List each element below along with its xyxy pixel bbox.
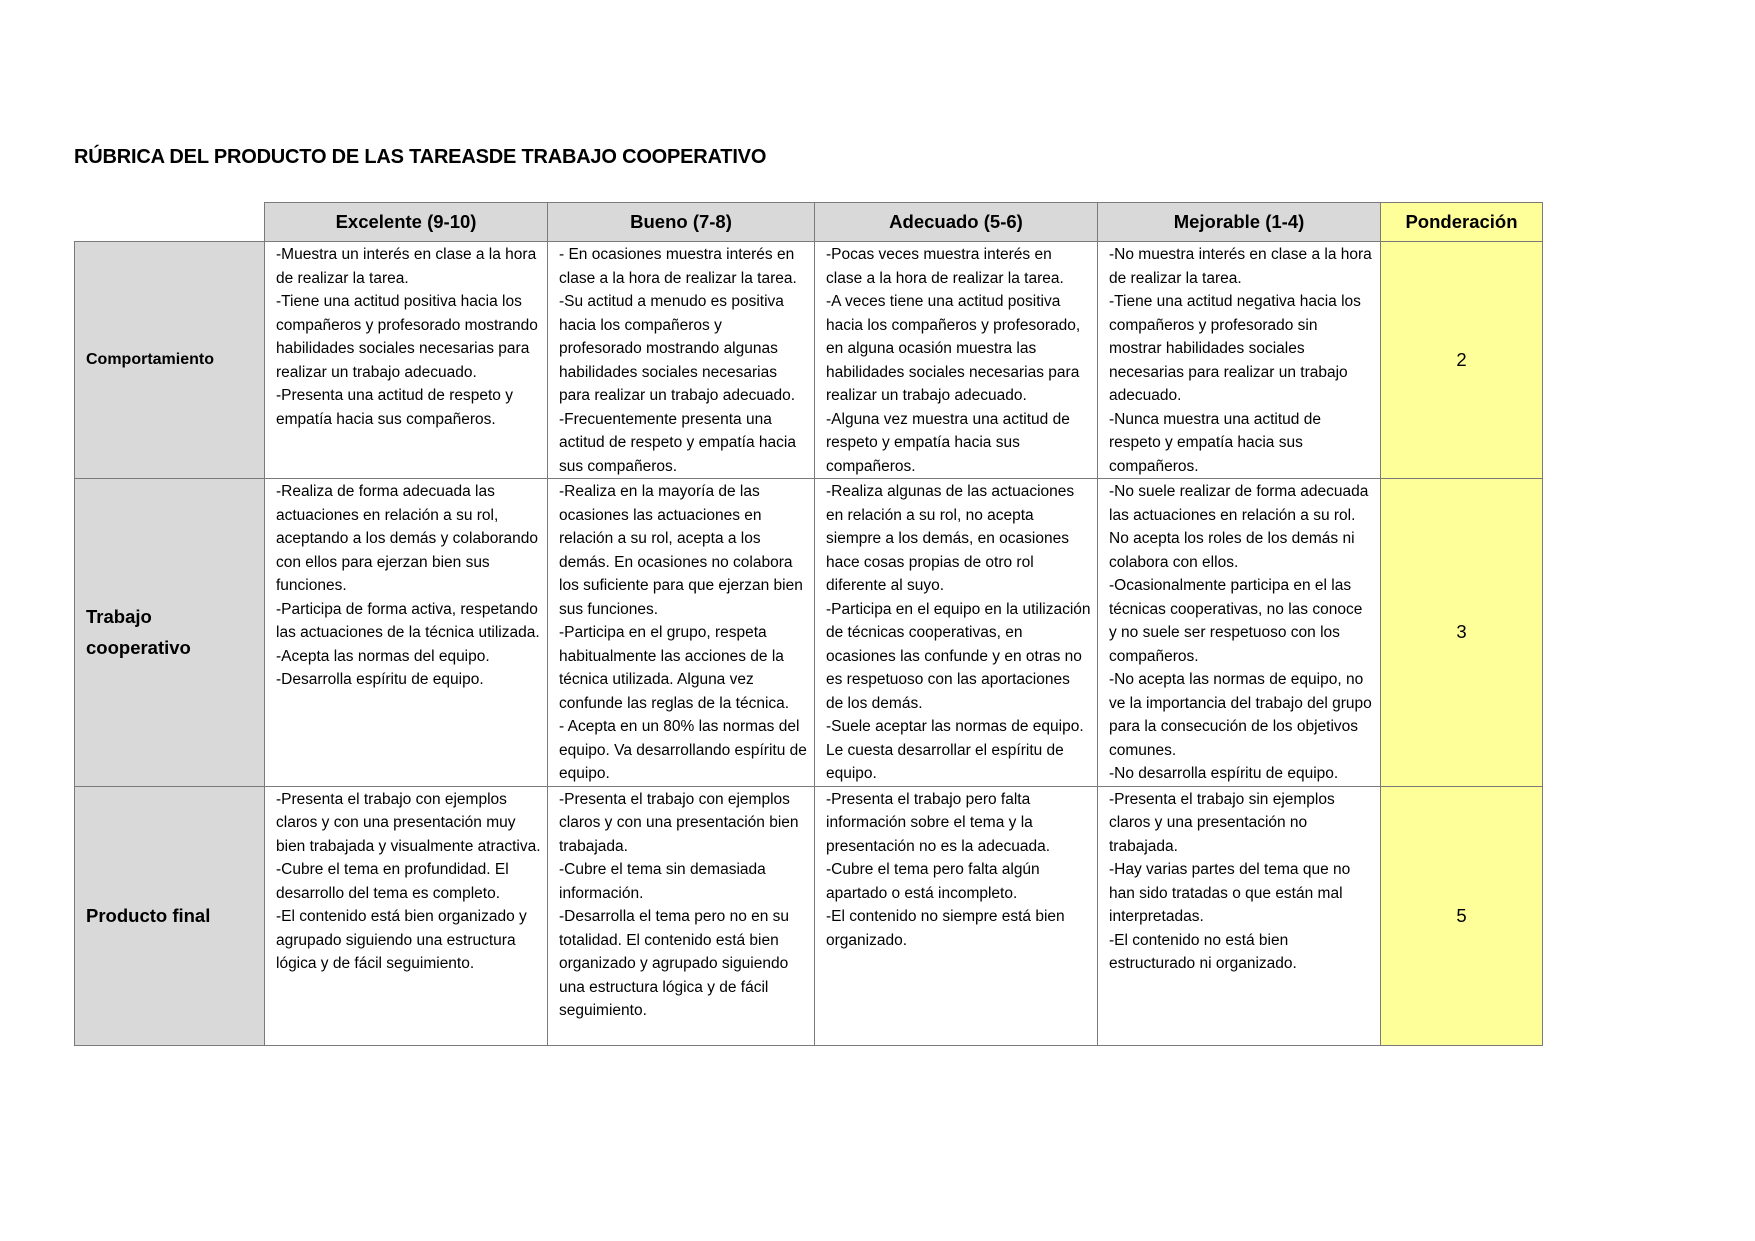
cell-comportamiento-excelente: -Muestra un interés en clase a la hora de realizar la tarea. -Tiene una actitud positiva hacia los compañeros y profesorado mostrando habilidades sociales necesarias para realizar un trabajo adecuado. -Presenta una actitud de respeto y empatía hacia sus compañeros. — [265, 242, 548, 479]
cell-producto-adecuado: -Presenta el trabajo pero falta información sobre el tema y la presentación no es la adecuada. -Cubre el tema pero falta algún apartado o está incompleto. -El contenido no siempre está bien organizado. — [815, 786, 1098, 1045]
header-bueno: Bueno (7-8) — [548, 203, 815, 242]
header-ponderacion: Ponderación — [1381, 203, 1543, 242]
row-trabajo-cooperativo — [75, 479, 1543, 787]
row-comportamiento — [75, 242, 1543, 479]
header-row — [75, 203, 1543, 242]
row-label-trabajo-cooperativo: Trabajo cooperativo — [75, 479, 265, 787]
row-label-producto-final: Producto final — [75, 786, 265, 1045]
cell-comportamiento-bueno: - En ocasiones muestra interés en clase a la hora de realizar la tarea. -Su actitud a menudo es positiva hacia los compañeros y profesorado mostrando algunas habilidades sociales necesarias para realizar un trabajo adecuado. -Frecuentemente presenta una actitud de respeto y empatía hacia sus compañeros. — [548, 242, 815, 479]
cell-producto-mejorable: -Presenta el trabajo sin ejemplos claros y una presentación no trabajada. -Hay varias partes del tema que no han sido tratadas o que están mal interpretadas. -El contenido no está bien estructurado ni organizado. — [1098, 786, 1381, 1045]
weight-trabajo-cooperativo: 3 — [1381, 479, 1543, 787]
cell-trabajo-bueno: -Realiza en la mayoría de las ocasiones las actuaciones en relación a su rol, acepta a los demás. En ocasiones no colabora los suficiente para que ejerzan bien sus funciones. -Participa en el grupo, respeta habitualmente las acciones de la técnica utilizada. Alguna vez confunde las reglas de la técnica. - Acepta en un 80% las normas del equipo. Va desarrollando espíritu de equipo. — [548, 479, 815, 787]
cell-comportamiento-adecuado: -Pocas veces muestra interés en clase a la hora de realizar la tarea. -A veces tiene una actitud positiva hacia los compañeros y profesorado, en alguna ocasión muestra las habilidades sociales necesarias para realizar un trabajo adecuado. -Alguna vez muestra una actitud de respeto y empatía hacia sus compañeros. — [815, 242, 1098, 479]
header-mejorable: Mejorable (1-4) — [1098, 203, 1381, 242]
cell-producto-bueno: -Presenta el trabajo con ejemplos claros y con una presentación bien trabajada. -Cubre el tema sin demasiada información. -Desarrolla el tema pero no en su totalidad. El contenido está bien organizado y agrupado siguiendo una estructura lógica y de fácil seguimiento. — [548, 786, 815, 1045]
header-corner — [75, 203, 265, 242]
cell-trabajo-mejorable: -No suele realizar de forma adecuada las actuaciones en relación a su rol. No acepta los roles de los demás ni colabora con ellos. -Ocasionalmente participa en el las técnicas cooperativas, no las conoce y no suele ser respetuoso con los compañeros. -No acepta las normas de equipo, no ve la importancia del trabajo del grupo para la consecución de los objetivos comunes. -No desarrolla espíritu de equipo. — [1098, 479, 1381, 787]
row-producto-final — [75, 786, 1543, 1045]
header-excelente: Excelente (9-10) — [265, 203, 548, 242]
cell-trabajo-adecuado: -Realiza algunas de las actuaciones en relación a su rol, no acepta siempre a los demás, en ocasiones hace cosas propias de otro rol diferente al suyo. -Participa en el equipo en la utilización de técnicas cooperativas, en ocasiones las confunde y en otras no es respetuoso con las aportaciones de los demás. -Suele aceptar las normas de equipo. Le cuesta desarrollar el espíritu de equipo. — [815, 479, 1098, 787]
document-title: RÚBRICA DEL PRODUCTO DE LAS TAREASDE TRABAJO COOPERATIVO — [74, 146, 767, 168]
cell-trabajo-excelente: -Realiza de forma adecuada las actuaciones en relación a su rol, aceptando a los demás y colaborando con ellos para ejerzan bien sus funciones. -Participa de forma activa, respetando las actuaciones de la técnica utilizada. -Acepta las normas del equipo. -Desarrolla espíritu de equipo. — [265, 479, 548, 787]
rubric-table — [74, 202, 1543, 1046]
cell-comportamiento-mejorable: -No muestra interés en clase a la hora de realizar la tarea. -Tiene una actitud negativa hacia los compañeros y profesorado sin mostrar habilidades sociales necesarias para realizar un trabajo adecuado. -Nunca muestra una actitud de respeto y empatía hacia sus compañeros. — [1098, 242, 1381, 479]
header-adecuado: Adecuado (5-6) — [815, 203, 1098, 242]
cell-producto-excelente: -Presenta el trabajo con ejemplos claros y con una presentación muy bien trabajada y visualmente atractiva. -Cubre el tema en profundidad. El desarrollo del tema es completo. -El contenido está bien organizado y agrupado siguiendo una estructura lógica y de fácil seguimiento. — [265, 786, 548, 1045]
weight-comportamiento: 2 — [1381, 242, 1543, 479]
weight-producto-final: 5 — [1381, 786, 1543, 1045]
row-label-comportamiento: Comportamiento — [75, 242, 265, 479]
